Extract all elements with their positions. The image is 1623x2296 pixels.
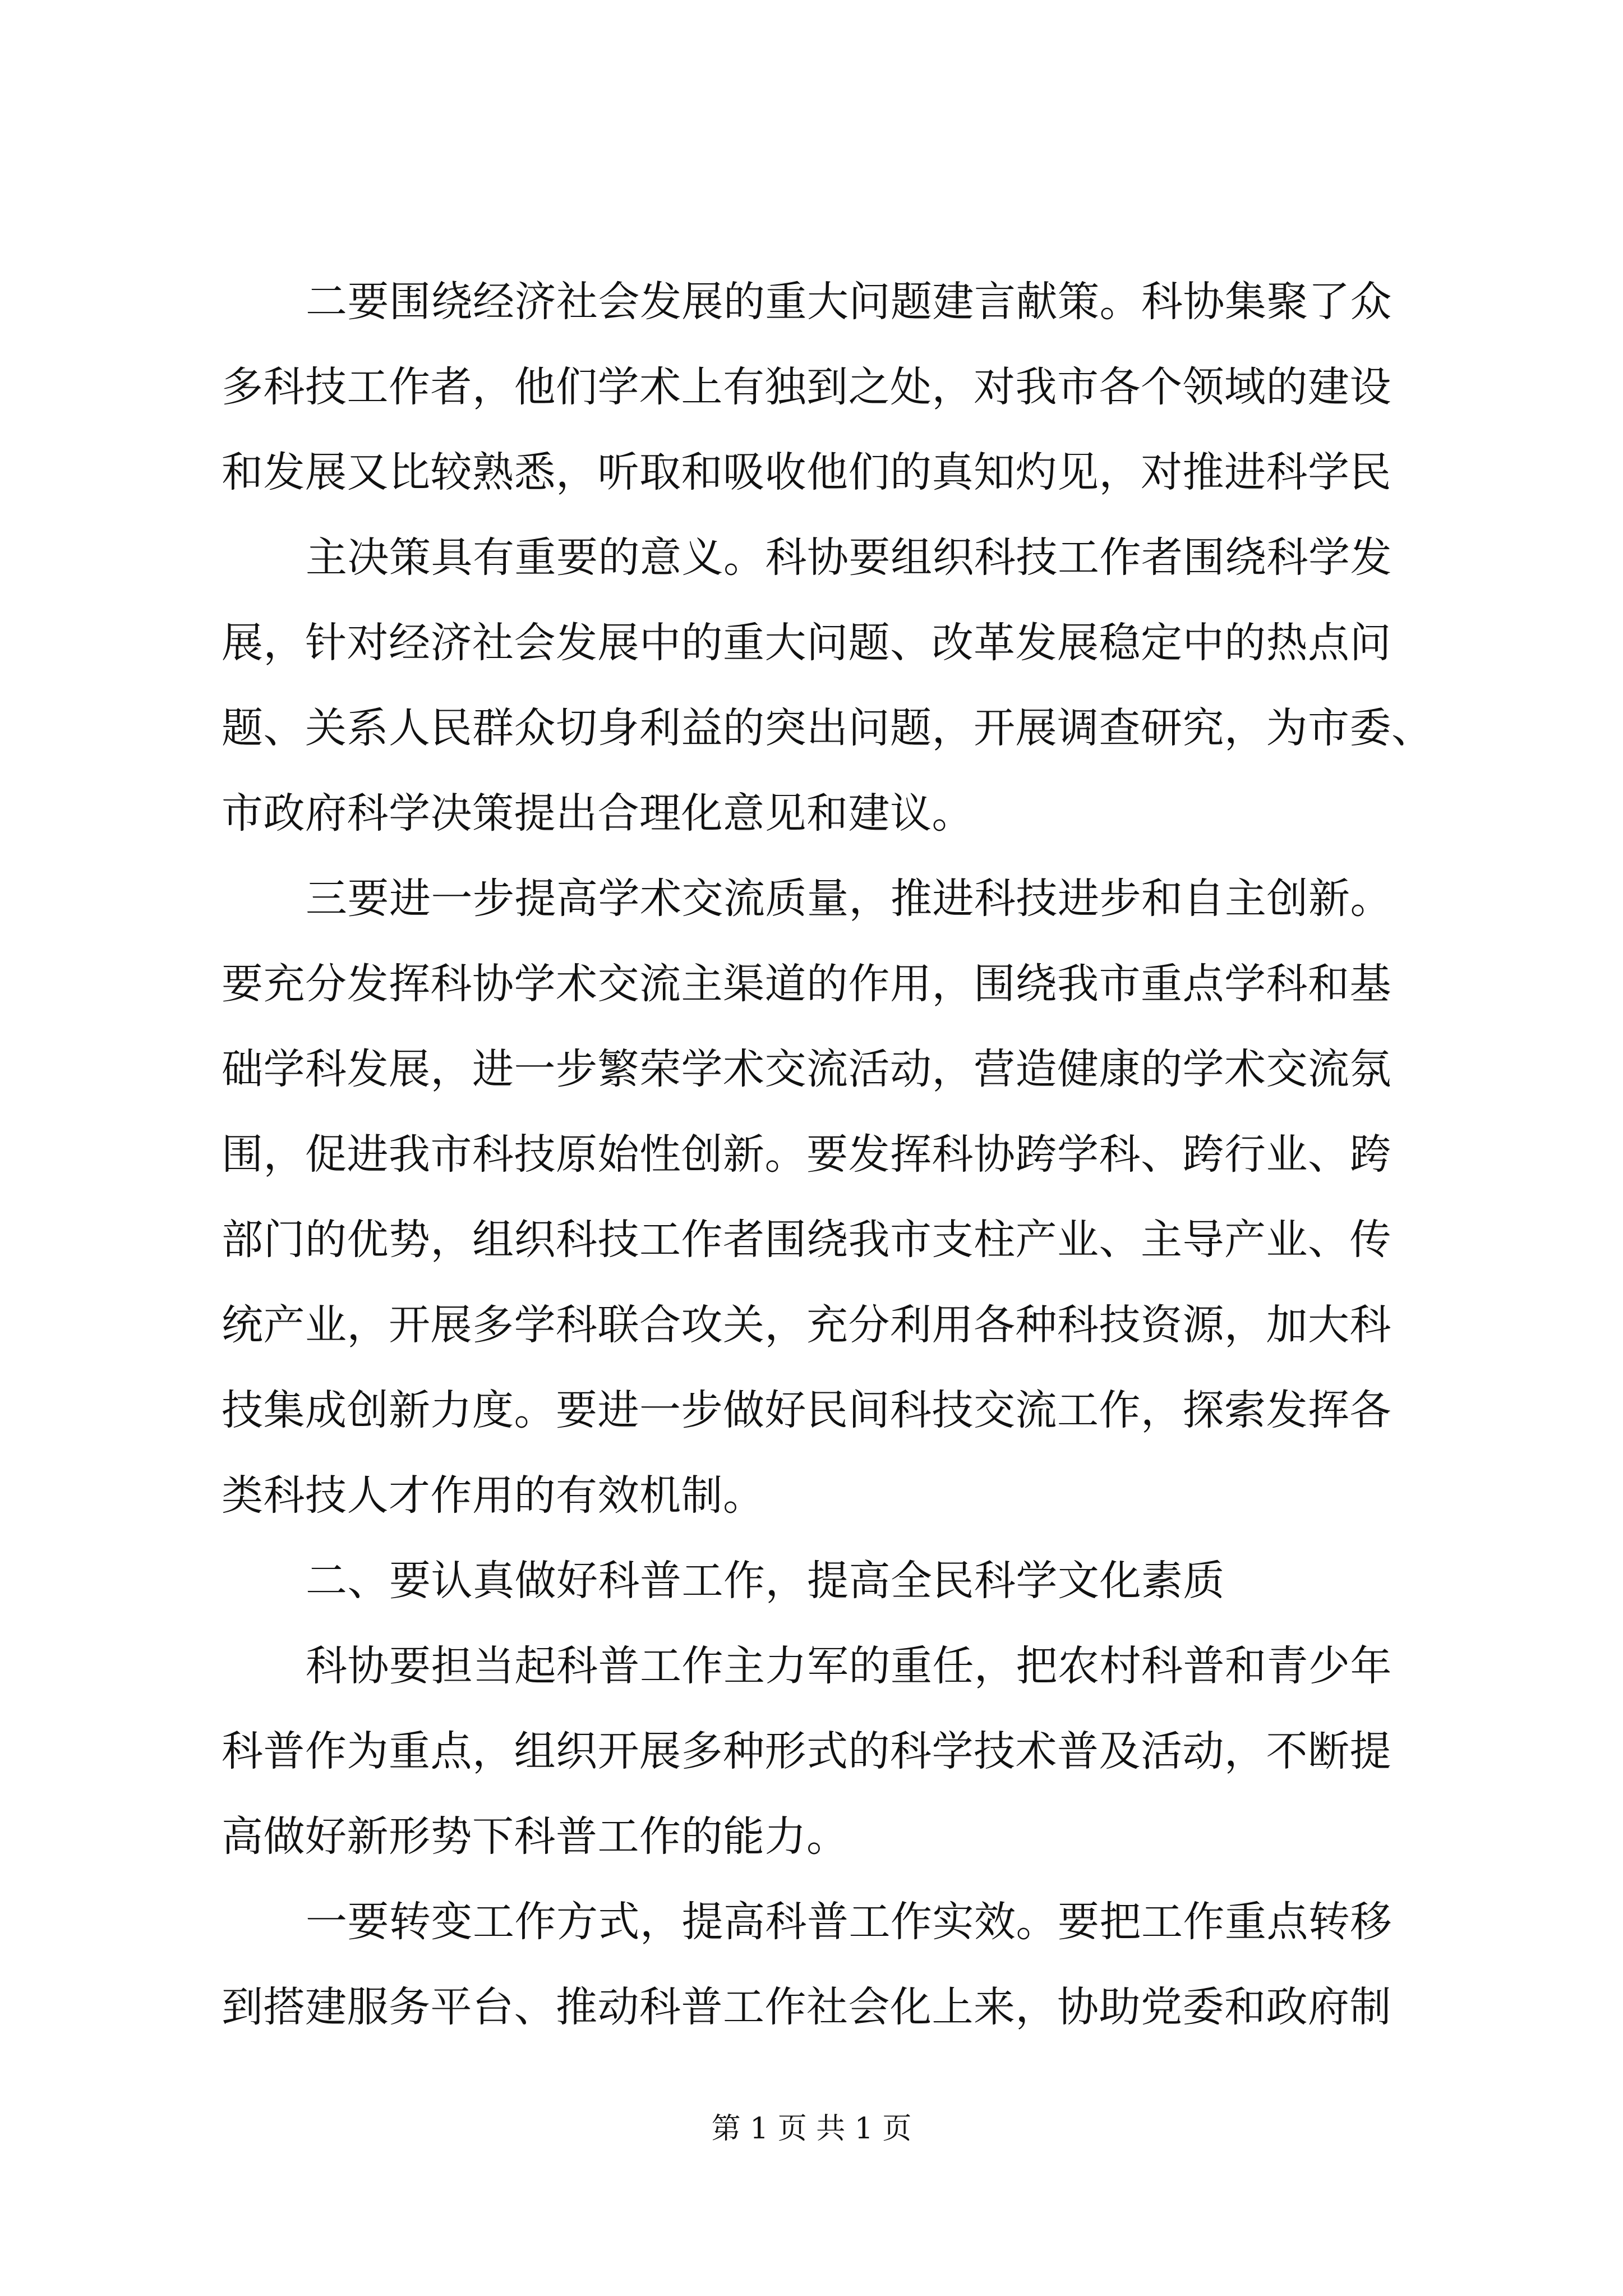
text-line: 三要进一步提高学术交流质量，推进科技进步和自主创新。	[306, 875, 1392, 923]
text-line: 展，针对经济社会发展中的重大问题、改革发展稳定中的热点问	[222, 619, 1391, 667]
text-line: 础学科发展，进一步繁荣学术交流活动，营造健康的学术交流氛	[222, 1045, 1391, 1093]
text-line: 市政府科学决策提出合理化意见和建议。	[222, 789, 974, 838]
text-line: 要充分发挥科协学术交流主渠道的作用，围绕我市重点学科和基	[222, 960, 1391, 1008]
text-line: 主决策具有重要的意义。科协要组织科技工作者围绕科学发	[306, 533, 1392, 582]
section-heading: 二、要认真做好科普工作，提高全民科学文化素质	[306, 1557, 1225, 1605]
text-line: 部门的优势，组织科技工作者围绕我市支柱产业、主导产业、传	[222, 1216, 1391, 1264]
page-footer	[0, 2109, 1623, 2148]
text-line: 题、关系人民群众切身利益的突出问题，开展调查研究，为市委、	[222, 704, 1433, 752]
text-line: 科普作为重点，组织开展多种形式的科学技术普及活动，不断提	[222, 1727, 1391, 1775]
text-line: 和发展又比较熟悉，听取和吸收他们的真知灼见，对推进科学民	[222, 448, 1391, 496]
text-line: 高做好新形势下科普工作的能力。	[222, 1812, 849, 1861]
text-line: 科协要担当起科普工作主力军的重任，把农村科普和青少年	[306, 1642, 1392, 1690]
text-line: 一要转变工作方式，提高科普工作实效。要把工作重点转移	[306, 1898, 1392, 1946]
text-line: 到搭建服务平台、推动科普工作社会化上来，协助党委和政府制	[222, 1983, 1391, 2031]
text-line: 二要围绕经济社会发展的重大问题建言献策。科协集聚了众	[306, 278, 1392, 326]
text-line: 多科技工作者，他们学术上有独到之处，对我市各个领域的建设	[222, 363, 1391, 411]
document-body	[222, 259, 1433, 2050]
text-line: 围，促进我市科技原始性创新。要发挥科协跨学科、跨行业、跨	[222, 1130, 1391, 1179]
text-line: 类科技人才作用的有效机制。	[222, 1471, 765, 1520]
text-line: 技集成创新力度。要进一步做好民间科技交流工作，探索发挥各	[222, 1386, 1391, 1434]
page-number-label: 第 1 页 共 1 页	[711, 2112, 912, 2146]
text-line: 统产业，开展多学科联合攻关，充分利用各种科技资源，加大科	[222, 1301, 1391, 1349]
